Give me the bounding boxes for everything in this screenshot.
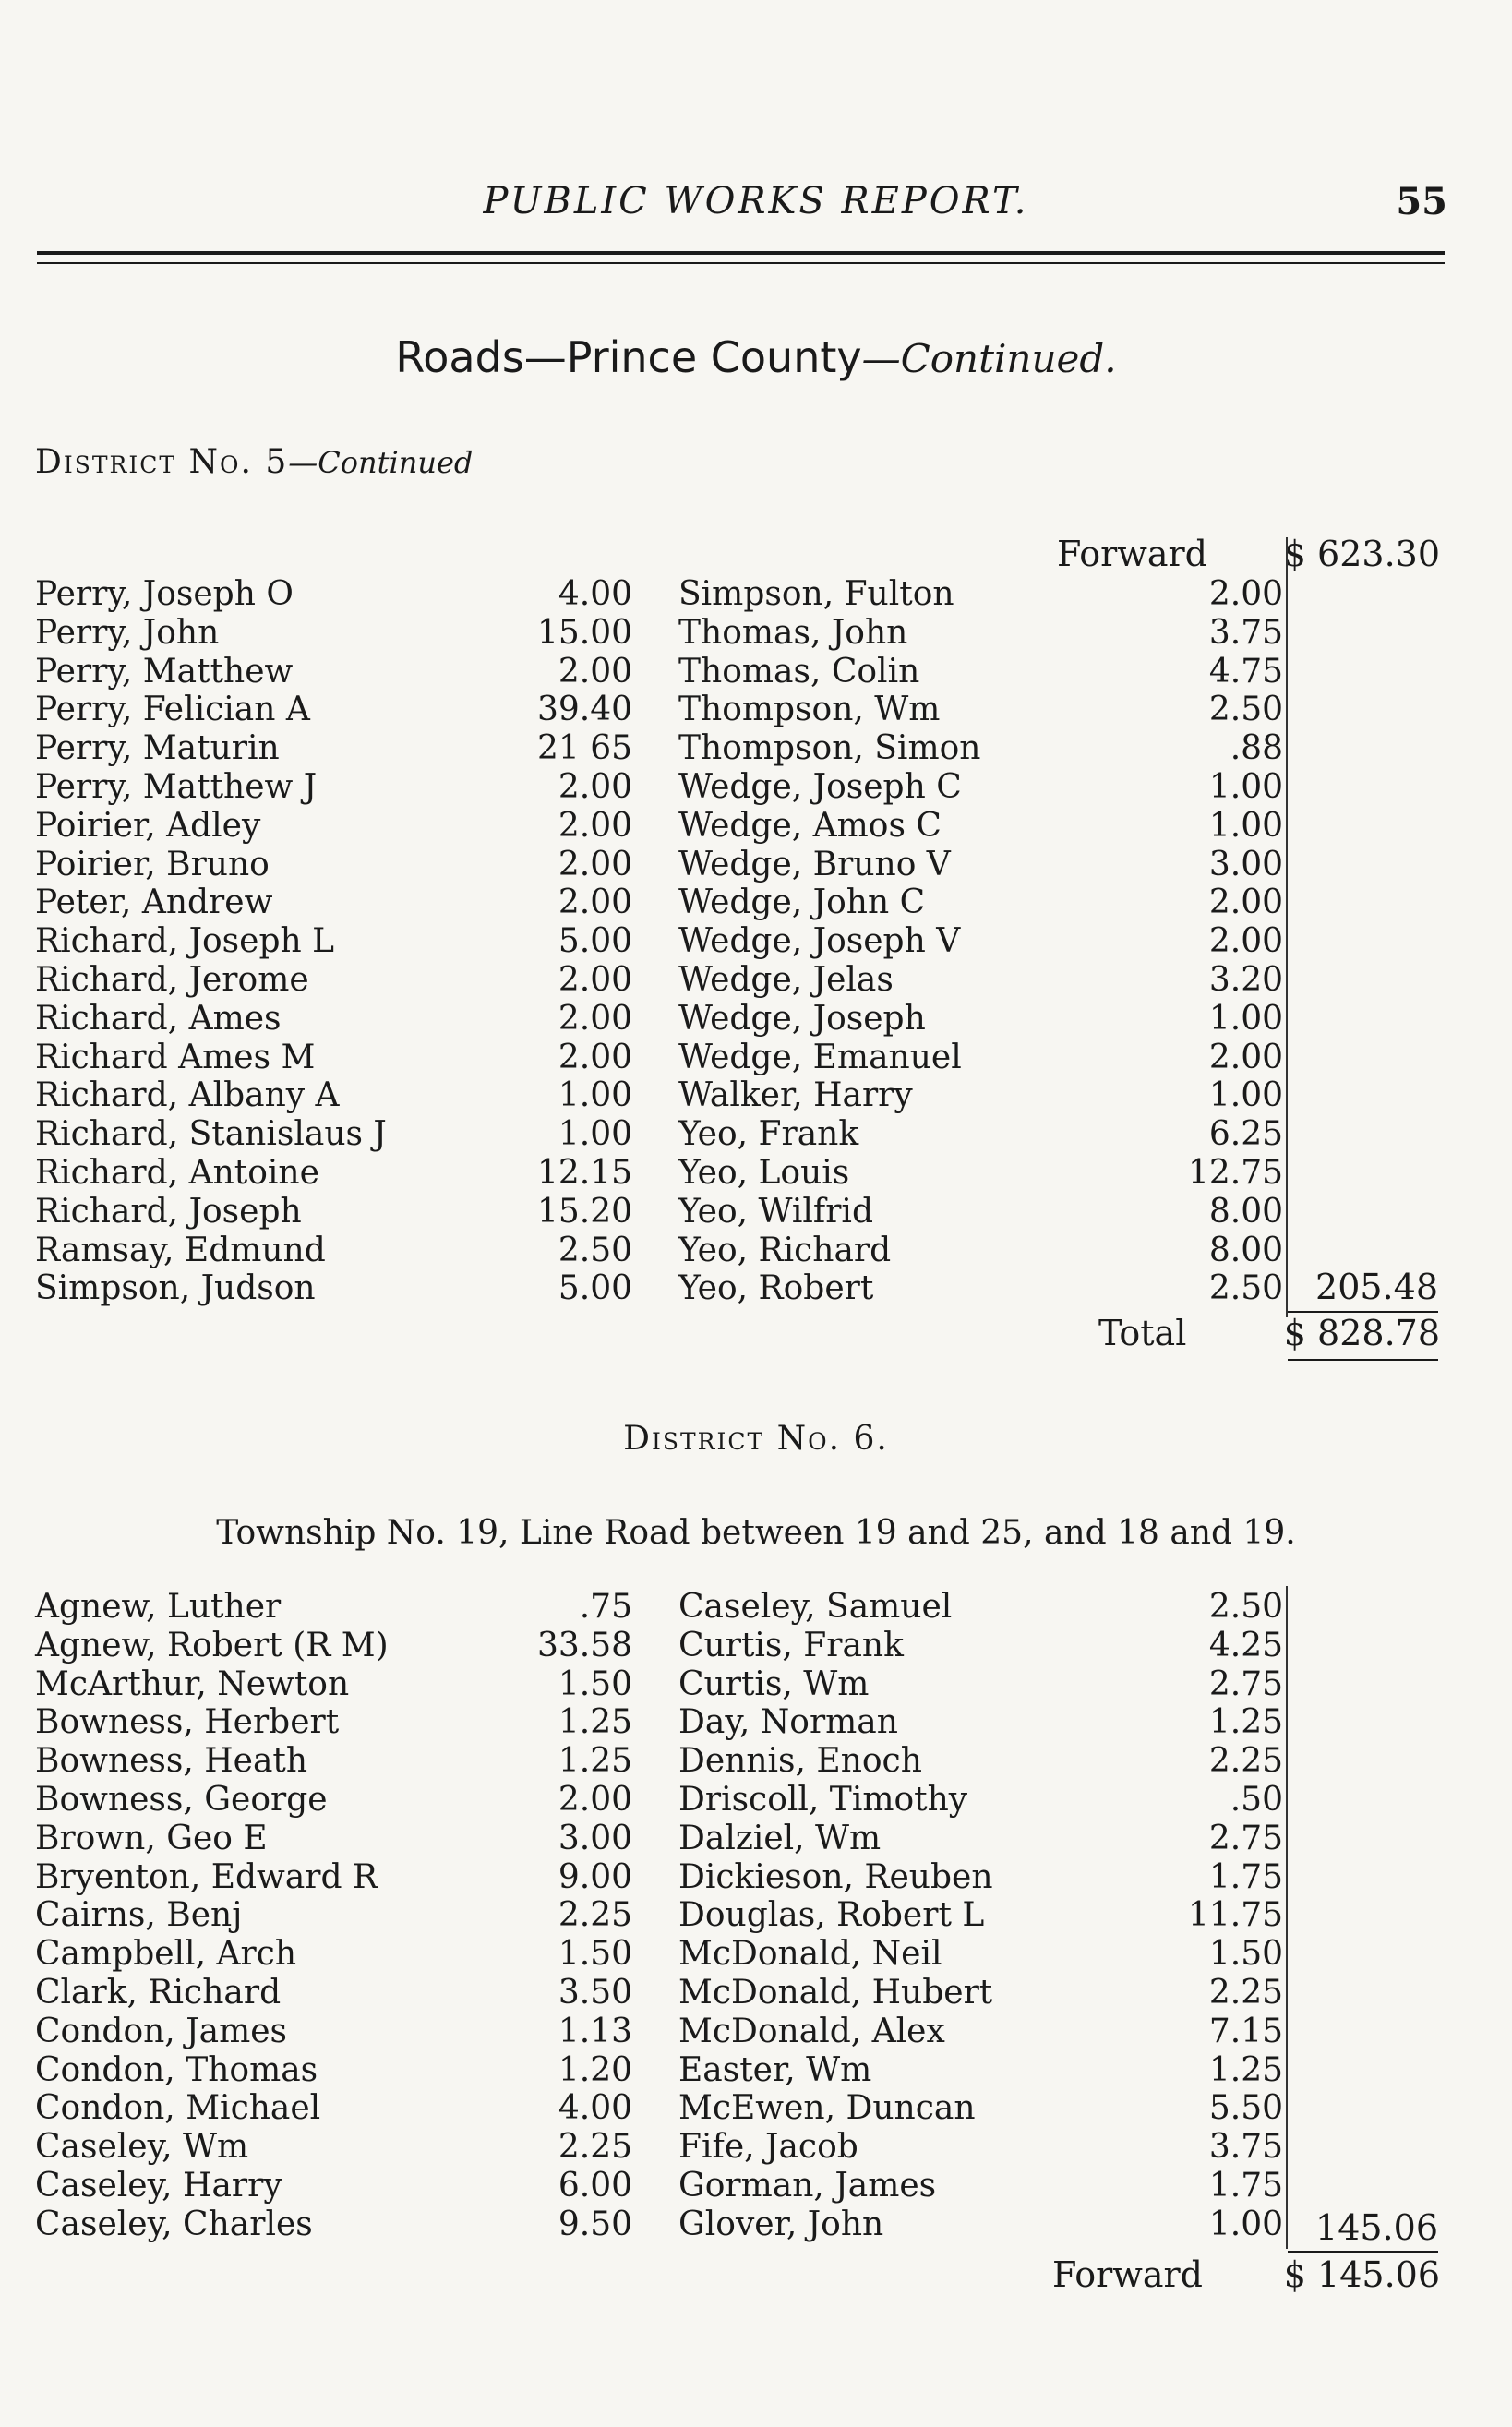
list-item-amount: 8.00 xyxy=(1208,1231,1283,1269)
list-item-amount: 2.00 xyxy=(558,1038,632,1076)
list-item-amount: 12.75 xyxy=(1187,1154,1283,1192)
forward-amount: $ 623.30 xyxy=(1283,534,1440,574)
list-item-name: Richard Ames M xyxy=(35,1038,316,1076)
list-item-name: McDonald, Hubert xyxy=(678,1974,993,2012)
list-item-name: Wedge, John C xyxy=(678,883,926,922)
list-item-amount: 11.75 xyxy=(1187,1896,1283,1935)
list-item-name: McArthur, Newton xyxy=(35,1664,350,1703)
list-item-amount: 1.00 xyxy=(1208,1076,1283,1115)
list-item-name: Richard, Jerome xyxy=(35,961,309,999)
list-item-name: Richard, Joseph xyxy=(35,1192,302,1231)
list-item-amount: 5.50 xyxy=(1208,2089,1283,2128)
list-item-amount: 1.50 xyxy=(1208,1935,1283,1974)
list-item-name: Wedge, Amos C xyxy=(678,806,942,845)
district-6-column-rule xyxy=(1286,1586,1288,2249)
list-item-amount: 33.58 xyxy=(536,1626,632,1664)
list-item-amount: 3.50 xyxy=(558,1974,632,2012)
list-item-name: Easter, Wm xyxy=(678,2050,872,2089)
list-item-amount: 2.00 xyxy=(558,845,632,883)
list-item-name: Richard, Ames xyxy=(35,999,282,1038)
list-item-amount: 2.00 xyxy=(1208,1038,1283,1076)
list-item-amount: 2.25 xyxy=(1208,1974,1283,2012)
page-number: 55 xyxy=(1396,180,1447,223)
list-item-amount: 2.00 xyxy=(1208,922,1283,961)
list-item-amount: 4.00 xyxy=(558,2089,632,2128)
list-item-name: Yeo, Frank xyxy=(678,1115,859,1154)
list-item-amount: 2.00 xyxy=(558,999,632,1038)
list-item-amount: 5.00 xyxy=(558,1269,632,1308)
list-item-amount: .50 xyxy=(1230,1781,1283,1819)
list-item-name: Thompson, Wm xyxy=(678,691,941,729)
list-item-name: Perry, Felician A xyxy=(35,691,310,729)
list-item-name: Wedge, Jelas xyxy=(678,961,894,999)
list-item-amount: 3.00 xyxy=(1208,845,1283,883)
header-rule-thick xyxy=(37,251,1445,255)
list-item-name: Caseley, Harry xyxy=(35,2167,282,2205)
list-item-name: Yeo, Robert xyxy=(678,1269,874,1308)
list-item-amount: 2.00 xyxy=(1208,883,1283,922)
list-item-name: Driscoll, Timothy xyxy=(678,1781,968,1819)
header-rule-thin xyxy=(37,262,1445,264)
list-item-amount: 1.25 xyxy=(558,1703,632,1742)
district-5-column-rule xyxy=(1286,537,1288,1317)
list-item-amount: 12.15 xyxy=(536,1154,632,1192)
district-6-forward-amount: $ 145.06 xyxy=(1283,2254,1440,2295)
list-item-name: Wedge, Bruno V xyxy=(678,845,951,883)
list-item-amount: .88 xyxy=(1230,729,1283,768)
district-6-subtotal: 145.06 xyxy=(1315,2207,1438,2248)
list-item-name: Brown, Geo E xyxy=(35,1819,268,1857)
list-item-name: Bryenton, Edward R xyxy=(35,1857,378,1896)
list-item-name: Glover, John xyxy=(678,2205,884,2243)
list-item-amount: 3.20 xyxy=(1208,961,1283,999)
total-label: Total xyxy=(1098,1313,1187,1353)
list-item-name: Wedge, Emanuel xyxy=(678,1038,962,1076)
list-item-amount: 2.50 xyxy=(558,1231,632,1269)
list-item-amount: 15.00 xyxy=(536,613,632,652)
list-item-amount: 5.00 xyxy=(558,922,632,961)
list-item-amount: 15.20 xyxy=(536,1192,632,1231)
list-item-amount: 1.00 xyxy=(1208,806,1283,845)
list-item-name: Gorman, James xyxy=(678,2167,937,2205)
list-item-name: Fife, Jacob xyxy=(678,2128,858,2167)
list-item-amount: 3.75 xyxy=(1208,2128,1283,2167)
list-item-name: Peter, Andrew xyxy=(35,883,273,922)
list-item-amount: 2.50 xyxy=(1208,1588,1283,1626)
list-item-name: Richard, Albany A xyxy=(35,1076,340,1115)
list-item-amount: 2.00 xyxy=(558,768,632,806)
list-item-amount: 1.75 xyxy=(1208,2167,1283,2205)
list-item-name: McDonald, Alex xyxy=(678,2012,945,2050)
section-title xyxy=(0,332,1512,382)
list-item-amount: 2.00 xyxy=(558,961,632,999)
list-item-amount: 1.50 xyxy=(558,1664,632,1703)
list-item-name: Caseley, Charles xyxy=(35,2205,313,2243)
list-item-amount: 2.00 xyxy=(558,1781,632,1819)
list-item-name: Perry, Matthew xyxy=(35,652,294,691)
district-5-continued: —Continued xyxy=(288,445,474,480)
list-item-name: Poirier, Adley xyxy=(35,806,261,845)
list-item-name: Agnew, Luther xyxy=(35,1588,282,1626)
list-item-amount: 1.75 xyxy=(1208,1857,1283,1896)
list-item-amount: 2.00 xyxy=(1208,575,1283,613)
list-item-amount: 39.40 xyxy=(536,691,632,729)
township-line: Township No. 19, Line Road between 19 and 25, and 18 and 19. xyxy=(216,1514,1296,1552)
list-item-amount: 1.00 xyxy=(1208,2205,1283,2243)
list-item-name: Richard, Joseph L xyxy=(35,922,335,961)
list-item-amount: 2.50 xyxy=(1208,691,1283,729)
total-underline xyxy=(1288,1359,1438,1361)
list-item-amount: 2.50 xyxy=(1208,1269,1283,1308)
list-item-amount: 1.00 xyxy=(558,1115,632,1154)
running-title: PUBLIC WORKS REPORT. xyxy=(483,180,1029,222)
list-item-name: Curtis, Wm xyxy=(678,1664,870,1703)
list-item-amount: 3.00 xyxy=(558,1819,632,1857)
list-item-name: Richard, Antoine xyxy=(35,1154,319,1192)
district-5-subtotal: 205.48 xyxy=(1315,1267,1438,1307)
list-item-name: Wedge, Joseph C xyxy=(678,768,962,806)
list-item-name: Caseley, Samuel xyxy=(678,1588,953,1626)
list-item-amount: 1.00 xyxy=(1208,768,1283,806)
list-item-amount: 1.20 xyxy=(558,2050,632,2089)
list-item-name: Douglas, Robert L xyxy=(678,1896,985,1935)
list-item-name: Dickieson, Reuben xyxy=(678,1857,993,1896)
list-item-amount: .75 xyxy=(579,1588,632,1626)
list-item-name: Simpson, Judson xyxy=(35,1269,316,1308)
list-item-name: Wedge, Joseph V xyxy=(678,922,961,961)
list-item-name: Agnew, Robert (R M) xyxy=(35,1626,389,1664)
list-item-amount: 1.13 xyxy=(558,2012,632,2050)
list-item-name: Perry, John xyxy=(35,613,220,652)
list-item-name: Curtis, Frank xyxy=(678,1626,904,1664)
district-6-forward-label: Forward xyxy=(1052,2254,1204,2295)
list-item-name: Bowness, George xyxy=(35,1781,328,1819)
list-item-amount: 2.00 xyxy=(558,806,632,845)
list-item-name: Yeo, Richard xyxy=(678,1231,892,1269)
list-item-amount: 2.00 xyxy=(558,883,632,922)
list-item-amount: 4.75 xyxy=(1208,652,1283,691)
list-item-amount: 1.25 xyxy=(1208,2050,1283,2089)
list-item-name: Walker, Harry xyxy=(678,1076,913,1115)
list-item-name: Bowness, Heath xyxy=(35,1742,308,1781)
list-item-name: Clark, Richard xyxy=(35,1974,282,2012)
list-item-amount: 1.25 xyxy=(558,1742,632,1781)
list-item-amount: 8.00 xyxy=(1208,1192,1283,1231)
list-item-name: Perry, Matthew J xyxy=(35,768,318,806)
list-item-name: Condon, Michael xyxy=(35,2089,321,2128)
list-item-name: Cairns, Benj xyxy=(35,1896,243,1935)
list-item-name: Yeo, Louis xyxy=(678,1154,850,1192)
forward-label: Forward xyxy=(1057,534,1208,574)
list-item-amount: 2.00 xyxy=(558,652,632,691)
section-title-main: Roads—Prince County xyxy=(395,332,862,382)
list-item-amount: 4.00 xyxy=(558,575,632,613)
list-item-amount: 9.00 xyxy=(558,1857,632,1896)
list-item-amount: 6.00 xyxy=(558,2167,632,2205)
list-item-name: Yeo, Wilfrid xyxy=(678,1192,873,1231)
district-5-heading xyxy=(35,443,473,481)
district-6-heading: District No. 6. xyxy=(623,1420,889,1458)
list-item-name: Campbell, Arch xyxy=(35,1935,297,1974)
list-item-name: Dalziel, Wm xyxy=(678,1819,882,1857)
list-item-name: Wedge, Joseph xyxy=(678,999,926,1038)
list-item-name: Simpson, Fulton xyxy=(678,575,954,613)
list-item-amount: 7.15 xyxy=(1208,2012,1283,2050)
list-item-name: Condon, James xyxy=(35,2012,288,2050)
list-item-name: Perry, Maturin xyxy=(35,729,280,768)
list-item-name: Bowness, Herbert xyxy=(35,1703,340,1742)
total-amount: $ 828.78 xyxy=(1283,1313,1440,1353)
district-5-label: District No. 5 xyxy=(35,443,289,481)
list-item-name: McDonald, Neil xyxy=(678,1935,942,1974)
list-item-name: Richard, Stanislaus J xyxy=(35,1115,387,1154)
list-item-name: Poirier, Bruno xyxy=(35,845,270,883)
list-item-amount: 1.50 xyxy=(558,1935,632,1974)
list-item-name: Perry, Joseph O xyxy=(35,575,294,613)
list-item-amount: 2.25 xyxy=(558,2128,632,2167)
list-item-name: Thomas, Colin xyxy=(678,652,920,691)
list-item-amount: 1.25 xyxy=(1208,1703,1283,1742)
list-item-amount: 2.25 xyxy=(558,1896,632,1935)
list-item-amount: 1.00 xyxy=(558,1076,632,1115)
list-item-amount: 1.00 xyxy=(1208,999,1283,1038)
list-item-amount: 4.25 xyxy=(1208,1626,1283,1664)
list-item-name: Thomas, John xyxy=(678,613,908,652)
list-item-amount: 21 65 xyxy=(536,729,632,768)
list-item-amount: 2.25 xyxy=(1208,1742,1283,1781)
list-item-amount: 3.75 xyxy=(1208,613,1283,652)
list-item-name: Ramsay, Edmund xyxy=(35,1231,326,1269)
list-item-name: Thompson, Simon xyxy=(678,729,981,768)
list-item-amount: 9.50 xyxy=(558,2205,632,2243)
district-6-subtotal-underline xyxy=(1288,2251,1438,2253)
list-item-name: McEwen, Duncan xyxy=(678,2089,976,2128)
list-item-name: Condon, Thomas xyxy=(35,2050,318,2089)
list-item-amount: 2.75 xyxy=(1208,1819,1283,1857)
list-item-name: Day, Norman xyxy=(678,1703,898,1742)
list-item-name: Dennis, Enoch xyxy=(678,1742,922,1781)
list-item-amount: 6.25 xyxy=(1208,1115,1283,1154)
list-item-amount: 2.75 xyxy=(1208,1664,1283,1703)
section-title-continued: —Continued. xyxy=(861,336,1117,381)
list-item-name: Caseley, Wm xyxy=(35,2128,249,2167)
